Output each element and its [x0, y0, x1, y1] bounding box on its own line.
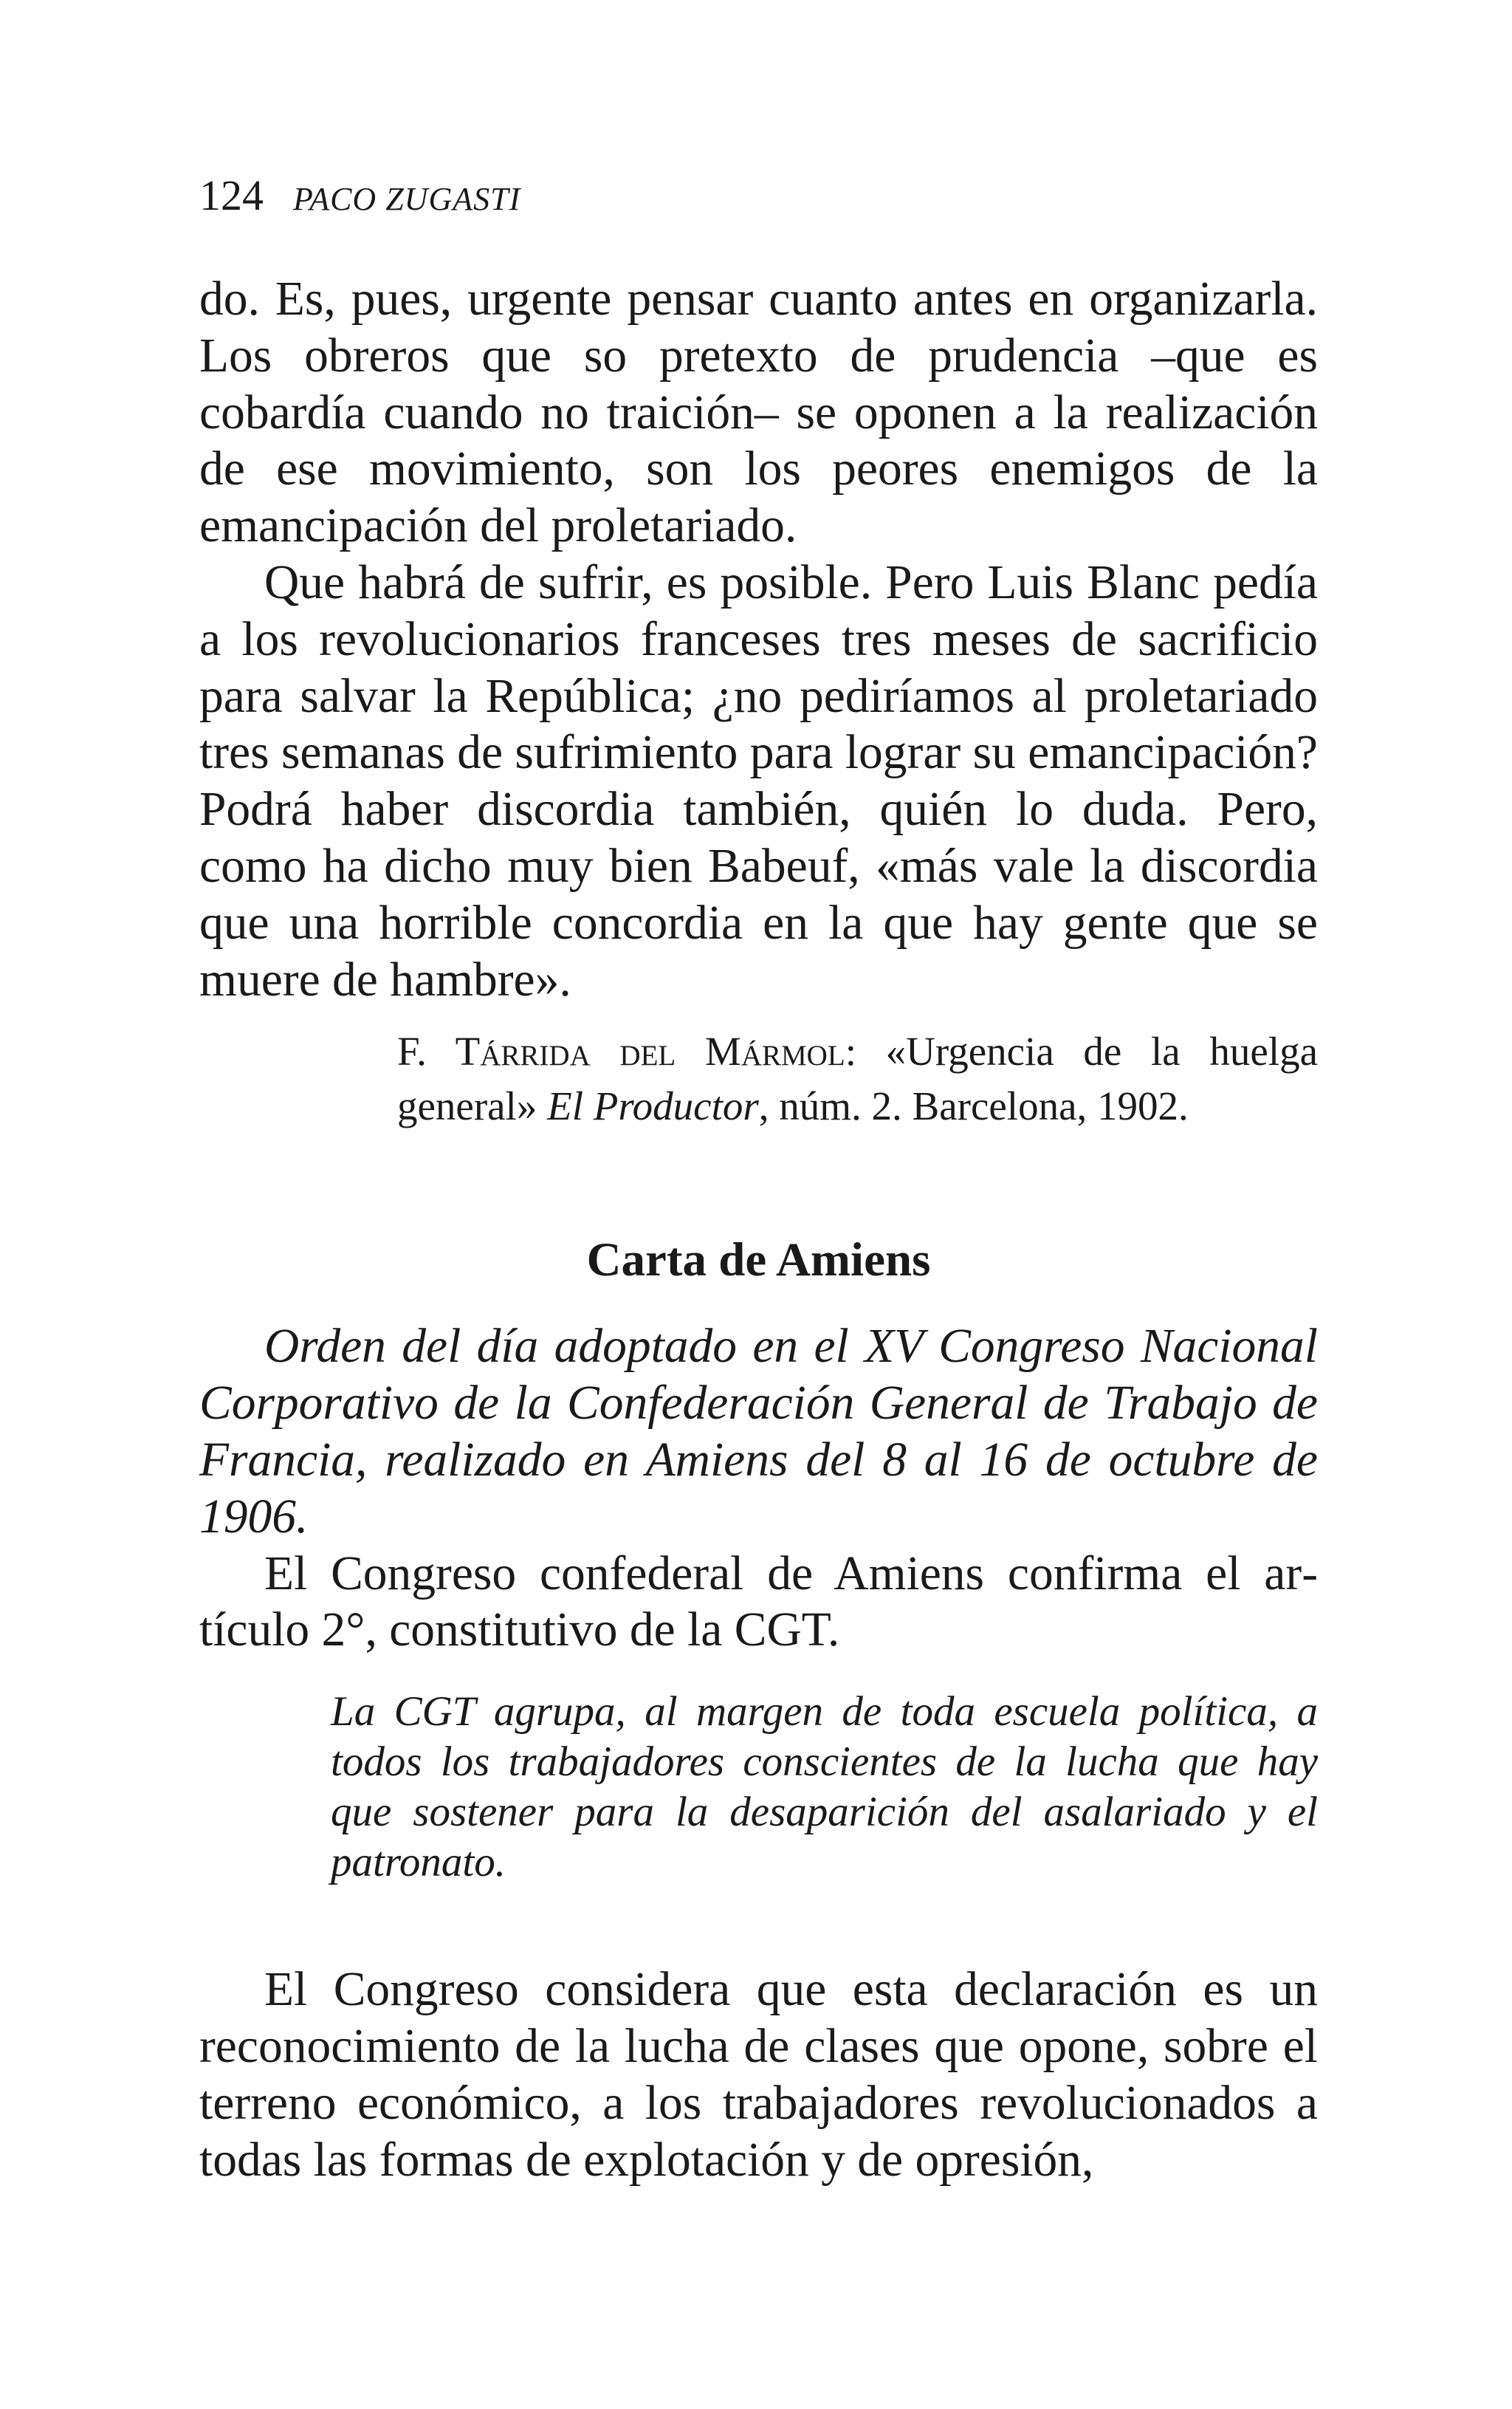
body-paragraph-continued: do. Es, pues, urgente pensar cuanto antes en organizarla. Los obreros que so pretexto de prudencia –que es cobardía cuando no traición– se oponen a la realización de ese movimiento, son los peores enemigos de la emancipación del proletariado. — [199, 273, 1318, 553]
source-citation — [199, 1024, 1318, 1134]
citation-details: , núm. 2. Barcelona, 1902. — [758, 1083, 1189, 1129]
citation-source: El Productor — [547, 1083, 759, 1129]
citation-title: «Urgencia de la huelga general» — [397, 1029, 1319, 1129]
block-quote: La CGT agrupa, al margen de toda escuela política, a todos los trabajadores conscientes de la lucha que hay que sostener para la desaparición del asalariado y el patronato. — [331, 1688, 1318, 1886]
running-header — [199, 170, 1318, 225]
body-paragraph: Que habrá de sufrir, es posible. Pero Luis Blanc pedía a los revolucionarios franceses tres meses de sacrificio para salvar la República; ¿no pediríamos al proletariado tres semanas de sufrimiento para lograr su emancipación? Podrá haber discordia también, quién lo duda. Pero, como ha dicho muy bien Babeuf, «más vale la discordia que una horrible concordia en la que hay gente que se muere de hambre». — [199, 555, 1319, 1007]
citation-author: F. Tárrida del Mármol — [397, 1029, 845, 1075]
body-paragraph: El Congreso confederal de Amiens confirma el artículo 2°, constitutivo de la CGT. — [199, 1546, 1318, 1657]
body-paragraph: El Congreso considera que esta declaración es un reconocimiento de la lucha de clases que opone, sobre el terreno económico, a los trabajadores revolucionados a todas las formas de explotación y de opresión, — [199, 1963, 1318, 2187]
section-intro: Orden del día adoptado en el XV Congreso Nacional Corporativo de la Confederación General de Trabajo de Francia, realizado en Amiens del 8 al 16 de octubre de 1906. — [199, 1320, 1318, 1543]
citation-colon: : — [845, 1029, 886, 1075]
running-head-author: PACO ZUGASTI — [293, 181, 521, 217]
book-page — [199, 170, 1318, 2188]
section-heading: Carta de Amiens — [586, 1233, 931, 1287]
page-number: 124 — [199, 171, 264, 219]
